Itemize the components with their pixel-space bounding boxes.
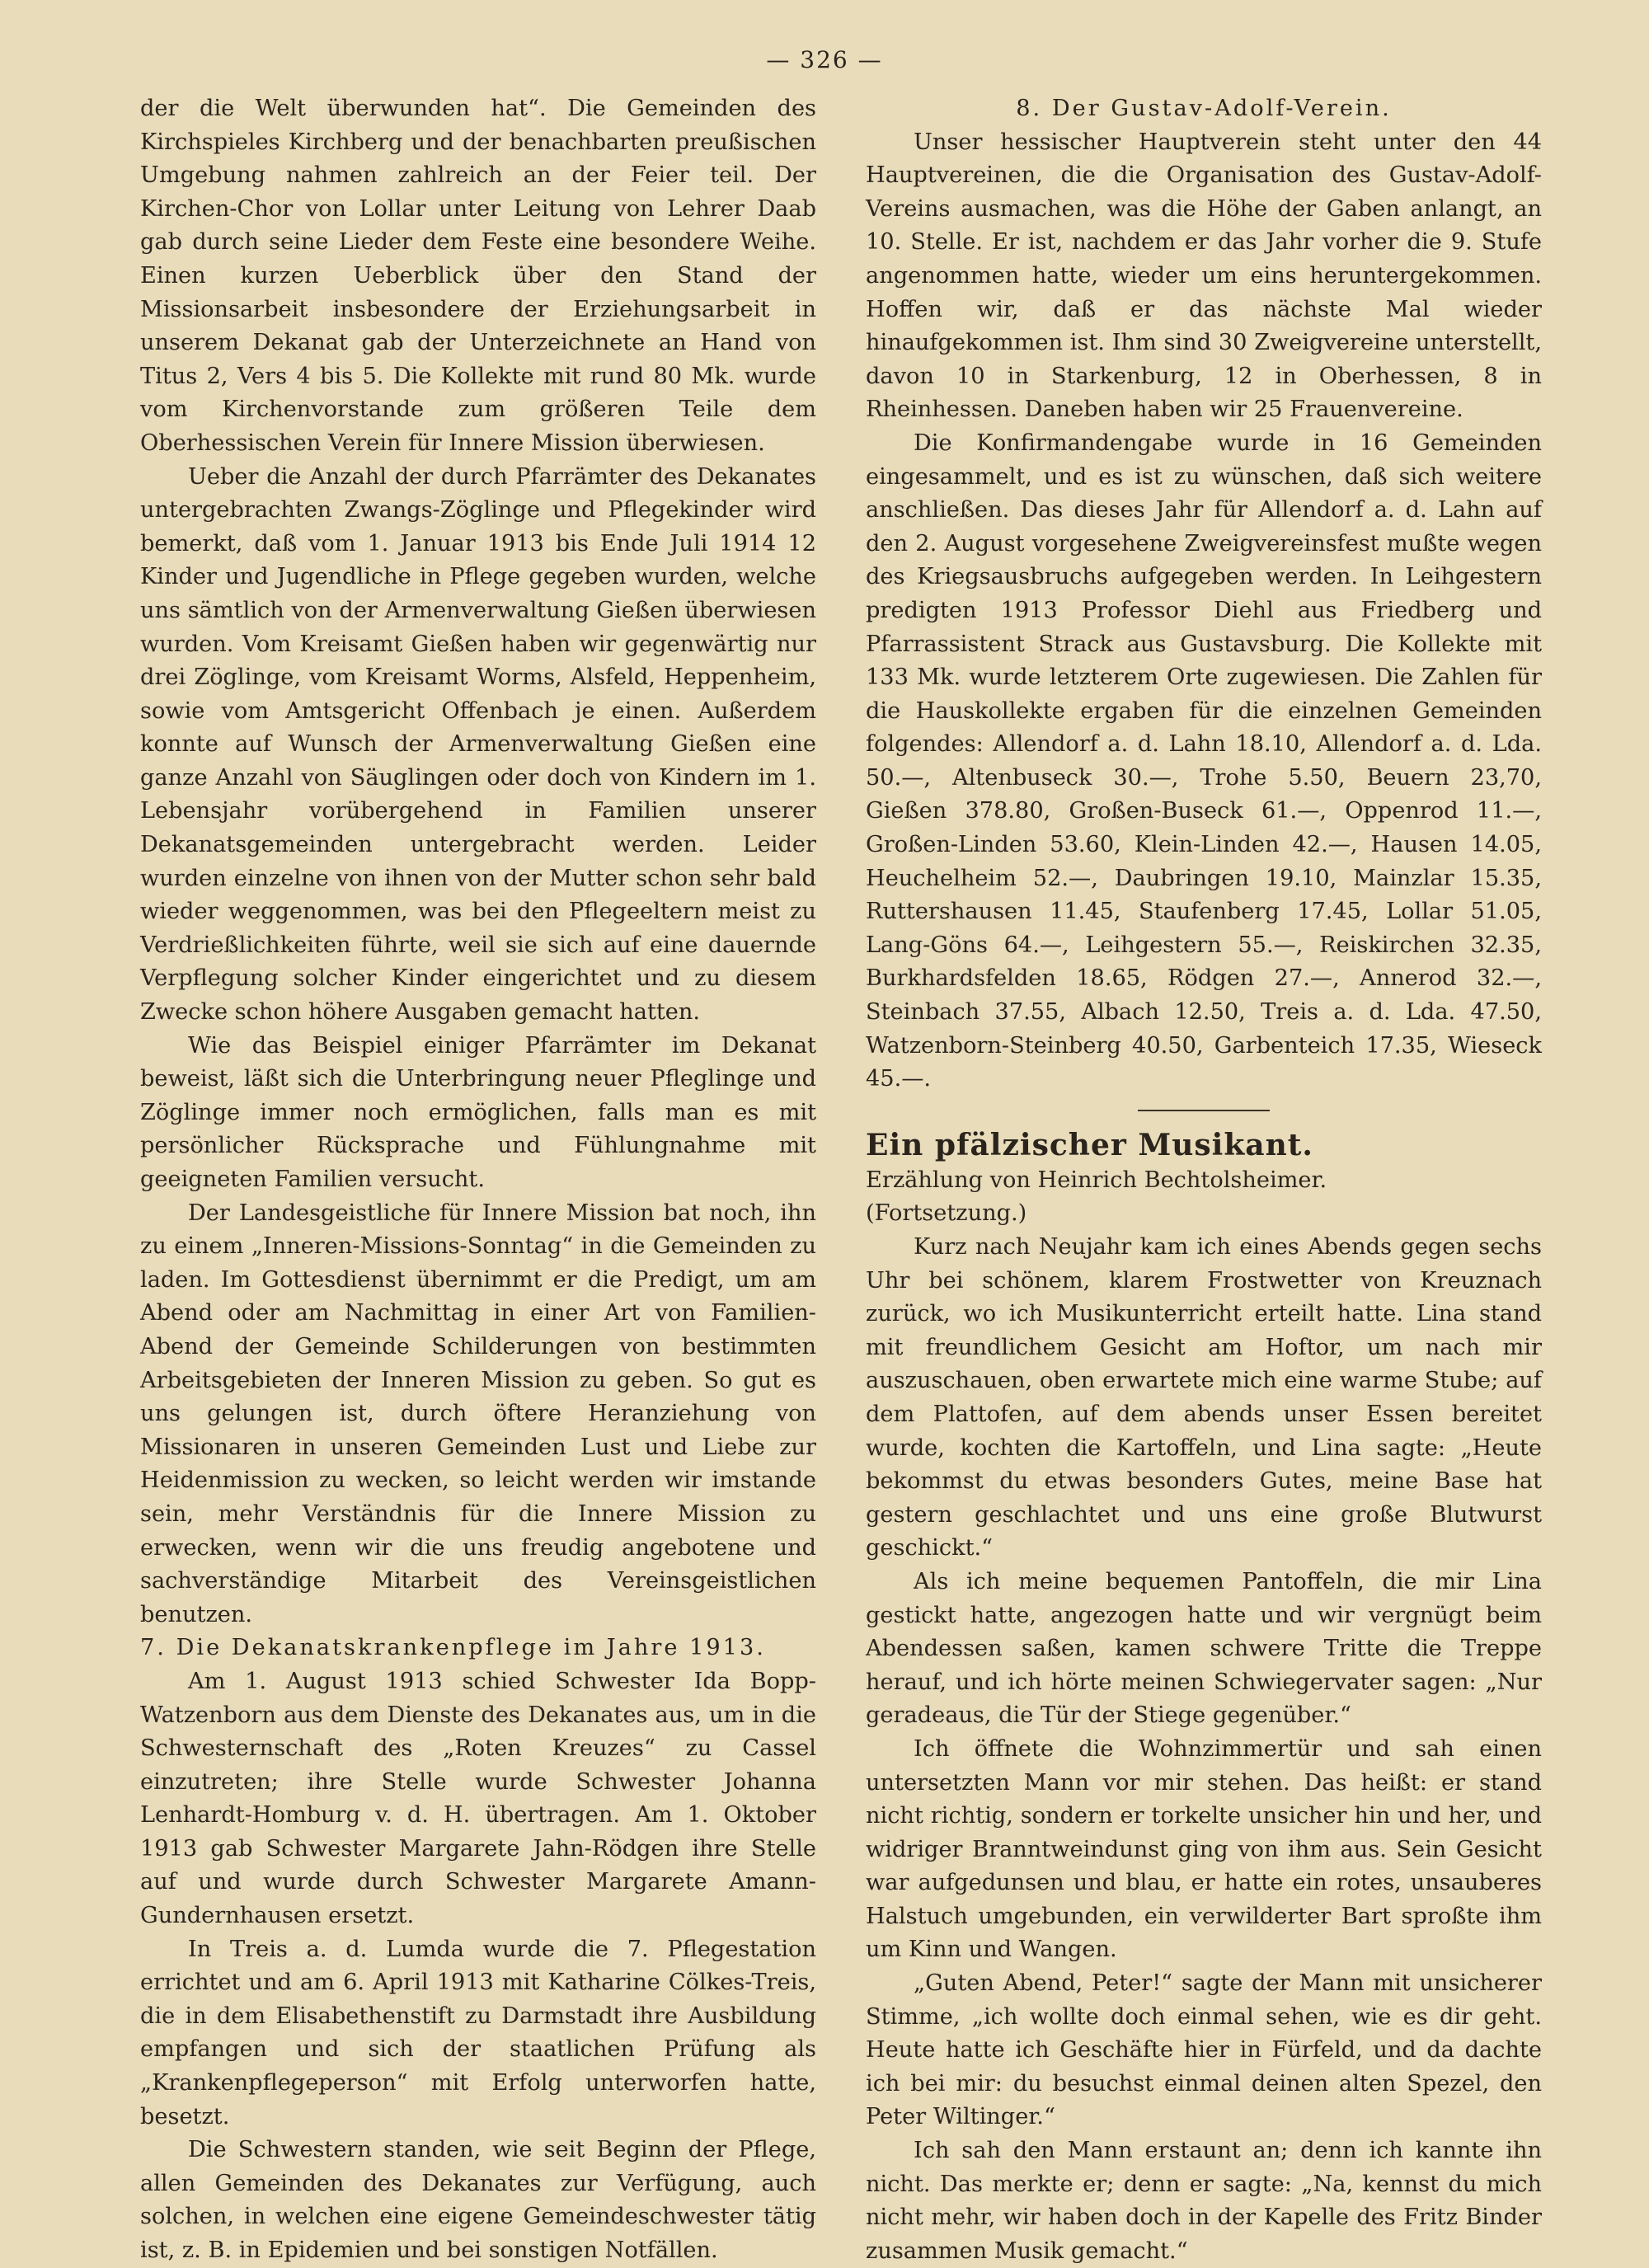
left-column [140,92,816,2268]
story-title: Ein pfälzischer Musikant. [866,1127,1313,1162]
paragraph: Die Schwestern standen, wie seit Beginn der Pflege, allen Gemeinden des Dekanates zur Verfügung, auch solchen, in welchen eine eigene Gemeindeschwester tätig ist, z. B. in Epidemien und bei sonstigen Notfällen. [140,2137,816,2263]
paragraph: Kurz nach Neujahr kam ich eines Abends gegen sechs Uhr bei schönem, klarem Frostwetter von Kreuznach zurück, wo ich Musikunterricht erteilt hatte. Lina stand mit freundlichem Gesicht am Hoftor, um nach mir auszuschauen, oben erwartete mich eine warme Stube; auf dem Plattofen, auf dem abends unser Essen bereitet wurde, kochten die Kartoffeln, und Lina sagte: „Heute bekommst du etwas besonders Gutes, meine Base hat gestern geschlachtet und uns eine große Blutwurst geschickt.“ [866,1234,1542,1561]
paragraph: In Treis a. d. Lumda wurde die 7. Pflegestation errichtet und am 6. April 1913 mit Katharine Cölkes-Treis, die in dem Elisabethenstift zu Darmstadt ihre Ausbildung empfangen und sich der staatlichen Prüfung als „Krankenpflegeperson“ mit Erfolg unterworfen hatte, besetzt. [140,1936,816,2129]
section-heading-8: 8. Der Gustav-Adolf-Verein. [1016,96,1392,121]
paragraph: Wie das Beispiel einiger Pfarrämter im Dekanat beweist, läßt sich die Unterbringung neuer Pfleglinge und Zöglinge immer noch ermöglichen, falls man es mit persönlicher Rücksprache und Fühlungnahme mit geeigneten Familien versucht. [140,1032,816,1192]
story-continued-note: (Fortsetzung.) [866,1200,1027,1227]
section-heading-7: 7. Die Dekanatskrankenpflege im Jahre 1913. [140,1635,766,1661]
section-divider [1138,1110,1270,1111]
paragraph: Ueber die Anzahl der durch Pfarrämter des Dekanates untergebrachten Zwangs-Zöglinge und Pflegekinder wird bemerkt, daß vom 1. Januar 1913 bis Ende Juli 1914 12 Kinder und Jugendliche in Pflege gegeben wurden, welche uns sämtlich von der Armenverwaltung Gießen überwiesen wurden. Vom Kreisamt Gießen haben wir gegenwärtig nur drei Zöglinge, vom Kreisamt Worms, Alsfeld, Heppenheim, sowie vom Amtsgericht Offenbach je einen. Außerdem konnte auf Wunsch der Armenverwaltung Gießen eine ganze Anzahl von Säuglingen oder doch von Kindern im 1. Lebensjahr vorübergehend in Familien unserer Dekanatsgemeinden untergebracht werden. Leider wurden einzelne von ihnen von der Mutter schon sehr bald wieder weggenommen, was bei den Pflegeeltern meist zu Verdrießlichkeiten führte, weil sie sich auf eine dauernde Verpflegung solcher Kinder eingerichtet und zu diesem Zwecke schon höhere Ausgaben gemacht hatten. [140,463,816,1026]
paragraph: „Guten Abend, Peter!“ sagte der Mann mit unsicherer Stimme, „ich wollte doch einmal sehen, wie es dir geht. Heute hatte ich Geschäfte hier in Fürfeld, und da dachte ich bei mir: du besuchst einmal deinen alten Spezel, den Peter Wiltinger.“ [866,1970,1542,2130]
story-subtitle: Erzählung von Heinrich Bechtolsheimer. [866,1167,1327,1193]
paragraph: Als ich meine bequemen Pantoffeln, die mir Lina gestickt hatte, angezogen hatte und wir vergnügt beim Abendessen saßen, kamen schwere Tritte die Treppe herauf, und ich hörte meinen Schwiegervater sagen: „Nur geradeaus, die Tür der Stiege gegenüber.“ [866,1568,1542,1729]
paragraph: Ich sah den Mann erstaunt an; denn ich kannte ihn nicht. Das merkte er; denn er sagte: „Na, kennst du mich nicht mehr, wir haben doch in der Kapelle des Fritz Binder zusammen Musik gemacht.“ [866,2138,1542,2264]
paragraph: Ich öffnete die Wohnzimmertür und sah einen untersetzten Mann vor mir stehen. Das heißt: er stand nicht richtig, sondern er torkelte unsicher hin und her, und widriger Branntweindunst ging von ihm aus. Sein Gesicht war aufgedunsen und blau, er hatte ein rotes, unsauberes Halstuch umgebunden, ein verwilderter Bart sproßte ihm um Kinn und Wangen. [866,1735,1542,1963]
paragraph: der die Welt überwunden hat“. Die Gemeinden des Kirchspieles Kirchberg und der benachbarten preußischen Umgebung nahmen zahlreich an der Feier teil. Der Kirchen-Chor von Lollar unter Leitung von Lehrer Daab gab durch seine Lieder dem Feste eine besondere Weihe. Einen kurzen Ueberblick über den Stand der Missionsarbeit insbesondere der Erziehungsarbeit in unserem Dekanat gab der Unterzeichnete an Hand von Titus 2, Vers 4 bis 5. Die Kollekte mit rund 80 Mk. wurde vom Kirchenvorstande zum größeren Teile dem Oberhessischen Verein für Innere Mission überwiesen. [140,96,816,456]
paragraph: Der Landesgeistliche für Innere Mission bat noch, ihn zu einem „Inneren-Missions-Sonntag“ in die Gemeinden zu laden. Im Gottesdienst übernimmt er die Predigt, um am Abend oder am Nachmittag in einer Art von Familien-Abend der Gemeinde Schilderungen von bestimmten Arbeitsgebieten der Inneren Mission zu geben. So gut es uns gelungen ist, durch öftere Heranziehung von Missionaren in unseren Gemeinden Lust und Liebe zur Heidenmission zu wecken, so leicht werden wir imstande sein, mehr Verständnis für die Innere Mission zu erwecken, wenn wir die uns freudig angebotene und sachverständige Mitarbeit des Vereinsgeistlichen benutzen. [140,1200,816,1627]
paragraph: Am 1. August 1913 schied Schwester Ida Bopp-Watzenborn aus dem Dienste des Dekanates aus, um in die Schwesternschaft des „Roten Kreuzes“ zu Cassel einzutreten; ihre Stelle wurde Schwester Johanna Lenhardt-Homburg v. d. H. übertragen. Am 1. Oktober 1913 gab Schwester Margarete Jahn-Rödgen ihre Stelle auf und wurde durch Schwester Margarete Amann-Gundernhausen ersetzt. [140,1668,816,1929]
right-column [866,92,1542,2268]
paragraph: Unser hessischer Hauptverein steht unter den 44 Hauptvereinen, die die Organisation des Gustav-Adolf-Vereins ausmachen, was die Höhe der Gaben anlangt, an 10. Stelle. Er ist, nachdem er das Jahr vorher die 9. Stufe angenommen hatte, wieder um eins heruntergekommen. Hoffen wir, daß er das nächste Mal wieder hinaufgekommen ist. Ihm sind 30 Zweigvereine unterstellt, davon 10 in Starkenburg, 12 in Oberhessen, 8 in Rheinhessen. Daneben haben wir 25 Frauenvereine. [866,129,1542,423]
page-number: — 326 — [766,46,883,73]
paragraph: Die Konfirmandengabe wurde in 16 Gemeinden eingesammelt, und es ist zu wünschen, daß sich weitere anschließen. Das dieses Jahr für Allendorf a. d. Lahn auf den 2. August vorgesehene Zweigvereinsfest mußte wegen des Kriegsausbruchs aufgegeben werden. In Leihgestern predigten 1913 Professor Diehl aus Friedberg und Pfarrassistent Strack aus Gustavsburg. Die Kollekte mit 133 Mk. wurde letzterem Orte zugewiesen. Die Zahlen für die Hauskollekte ergaben für die einzelnen Gemeinden folgendes: Allendorf a. d. Lahn 18.10, Allendorf a. d. Lda. 50.—, Altenbuseck 30.—, Trohe 5.50, Beuern 23,70, Gießen 378.80, Großen-Buseck 61.—, Oppenrod 11.—, Großen-Linden 53.60, Klein-Linden 42.—, Hausen 14.05, Heuchelheim 52.—, Daubringen 19.10, Mainzlar 15.35, Ruttershausen 11.45, Staufenberg 17.45, Lollar 51.05, Lang-Göns 64.—, Leihgestern 55.—, Reiskirchen 32.35, Burkhardsfelden 18.65, Rödgen 27.—, Annerod 32.—, Steinbach 37.55, Albach 12.50, Treis a. d. Lda. 47.50, Watzenborn-Steinberg 40.50, Garbenteich 17.35, Wieseck 45.—. [866,430,1542,1092]
